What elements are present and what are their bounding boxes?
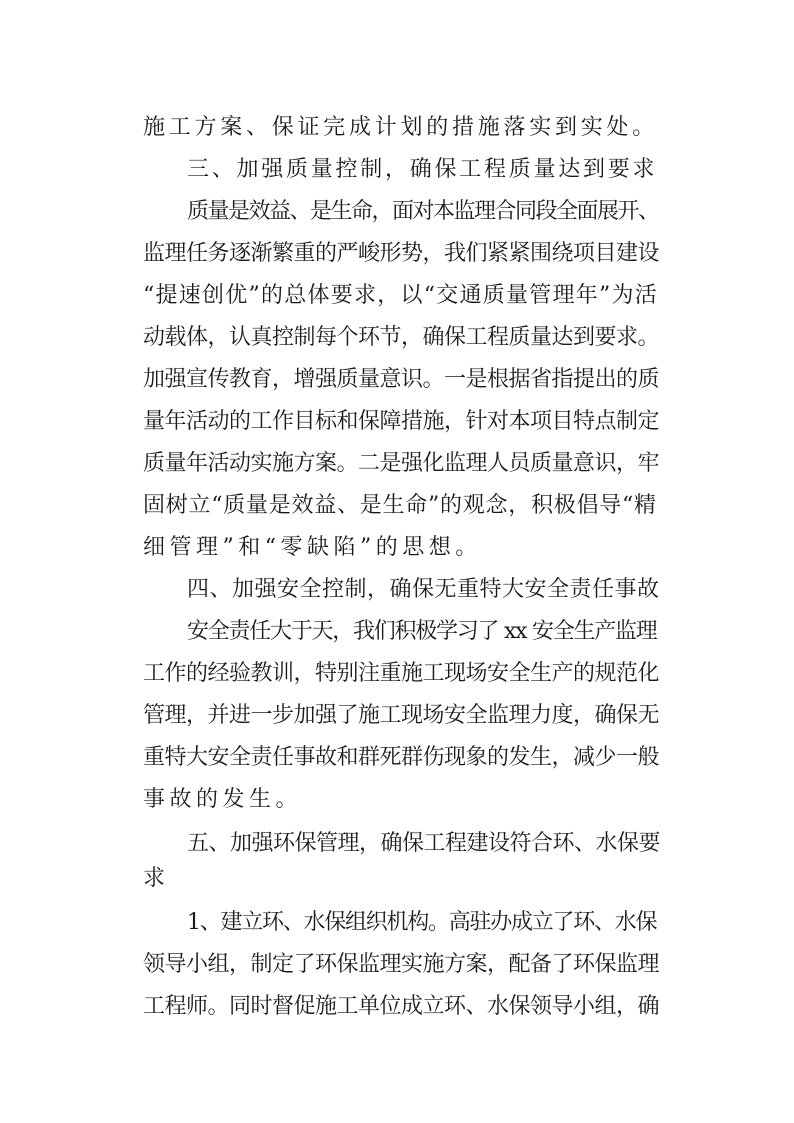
body-text-line: 加强宣传教育，增强质量意识。一是根据省指提出的质 xyxy=(143,367,660,392)
body-text-line: 质量是效益、是生命，面对本监理合同段全面展开、 xyxy=(187,199,659,224)
body-text-line: 领导小组，制定了环保监理实施方案，配备了环保监理 xyxy=(143,952,660,977)
body-text-line: “提速创优”的总体要求，以“交通质量管理年”为活 xyxy=(143,283,658,308)
body-text-line: 固树立“质量是效益、是生命”的观念，积极倡导“精 xyxy=(143,493,657,518)
body-text-line: 工作的经验教训，特别注重施工现场安全生产的规范化 xyxy=(143,661,660,686)
body-text-line: 监理任务逐渐繁重的严峻形势，我们紧紧围绕项目建设 xyxy=(143,241,660,266)
body-text-line: 质量年活动实施方案。二是强化监理人员质量意识，牢 xyxy=(143,451,660,476)
body-text-line: 施工方案、保证完成计划的措施落实到实处。 xyxy=(143,115,659,140)
body-text-line: 管理，并进一步加强了施工现场安全监理力度，确保无 xyxy=(143,703,660,728)
body-text-line: 工程师。同时督促施工单位成立环、水保领导小组，确 xyxy=(143,994,660,1019)
body-text-line: 量年活动的工作目标和保障措施，针对本项目特点制定 xyxy=(143,409,660,434)
body-text-line: 动载体，认真控制每个环节，确保工程质量达到要求。 xyxy=(143,325,660,350)
body-text-line: 1、建立环、水保组织机构。高驻办成立了环、水保 xyxy=(187,910,657,935)
section-heading-5-continued: 求 xyxy=(143,866,170,891)
body-text-line: 重特大安全责任事故和群死群伤现象的发生，减少一般 xyxy=(143,745,660,770)
body-text-line: 事故的发生。 xyxy=(143,787,303,812)
body-text-line: 安全责任大于天，我们积极学习了 xx 安全生产监理 xyxy=(187,619,657,644)
section-heading-3: 三、加强质量控制，确保工程质量达到要求 xyxy=(187,157,658,182)
section-heading-5: 五、加强环保管理，确保工程建设符合环、水保要 xyxy=(187,831,661,856)
body-text-line: 细管理”和“零缺陷”的思想。 xyxy=(143,535,482,560)
section-heading-4: 四、加强安全控制，确保无重特大安全责任事故 xyxy=(187,577,660,602)
